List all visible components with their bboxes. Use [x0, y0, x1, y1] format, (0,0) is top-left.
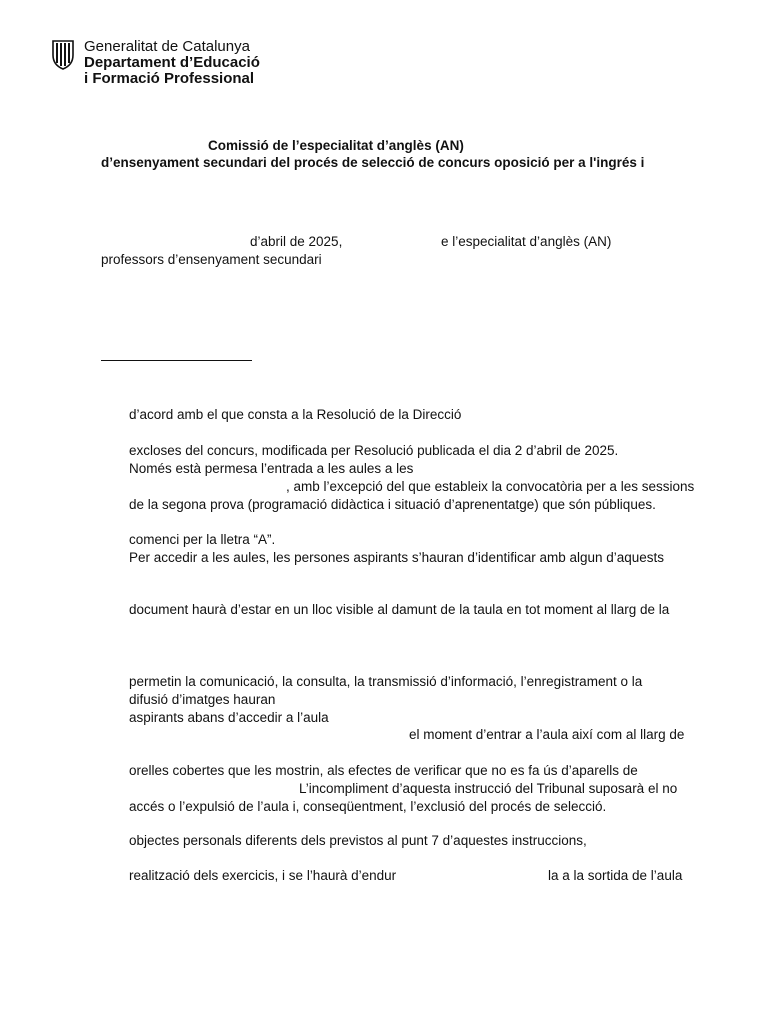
brand-line1: Generalitat de Catalunya — [84, 38, 250, 55]
paragraph-2-line2: Només està permesa l’entrada a les aules a les — [129, 461, 414, 476]
paragraph-2-line4: de la segona prova (programació didàctica i situació d’aprenentatge) que són públiques. — [129, 497, 656, 512]
paragraph-1: d’acord amb el que consta a la Resolució de la Direcció — [129, 407, 462, 422]
paragraph-5-line2: difusió d’imatges hauran — [129, 692, 276, 707]
paragraph-7: objectes personals diferents dels previstos al punt 7 d’aquestes instruccions, — [129, 833, 587, 848]
paragraph-3-line2: Per accedir a les aules, les persones aspirants s’hauran d’identificar amb algun d’aquests — [129, 550, 665, 565]
paragraph-8-left: realització dels exercicis, i se l’haurà d’endur — [129, 868, 397, 883]
brand-line2: Departament d’Educació — [84, 54, 260, 71]
generalitat-logo-icon — [51, 39, 75, 70]
paragraph-6-line1: orelles cobertes que les mostrin, als efectes de verificar que no es fa ús d’aparells de — [129, 763, 638, 778]
paragraph-2-line1: excloses del concurs, modificada per Resolució publicada el dia 2 d’abril de 2025. — [129, 443, 619, 458]
paragraph-4: document haurà d’estar en un lloc visible al damunt de la taula en tot moment al llarg de la — [129, 602, 670, 617]
section-divider — [101, 360, 252, 361]
paragraph-6-line3: accés o l’expulsió de l’aula i, conseqüentment, l’exclusió del procés de selecció. — [129, 799, 607, 814]
intro-specialty: e l’especialitat d’anglès (AN) — [441, 234, 612, 249]
paragraph-8-right: la a la sortida de l’aula — [548, 868, 683, 883]
title-line1: Comissió de l’especialitat d’anglès (AN) — [208, 138, 464, 153]
paragraph-5-line4: el moment d’entrar a l’aula així com al llarg de — [409, 727, 685, 742]
paragraph-6-line2: L’incompliment d’aquesta instrucció del Tribunal suposarà el no — [299, 781, 678, 796]
paragraph-3-line1: comenci per la lletra “A”. — [129, 532, 276, 547]
intro-date: d’abril de 2025, — [250, 234, 343, 249]
brand-line3: i Formació Professional — [84, 70, 255, 87]
paragraph-5-line3: aspirants abans d’accedir a l’aula — [129, 710, 329, 725]
intro-line2: professors d’ensenyament secundari — [101, 252, 322, 267]
title-line2: d’ensenyament secundari del procés de selecció de concurs oposició per a l'ingrés i — [101, 155, 645, 170]
paragraph-2-line3: , amb l’excepció del que estableix la convocatòria per a les sessions — [286, 479, 695, 494]
paragraph-5-line1: permetin la comunicació, la consulta, la transmissió d’informació, l’enregistrament o la — [129, 674, 643, 689]
